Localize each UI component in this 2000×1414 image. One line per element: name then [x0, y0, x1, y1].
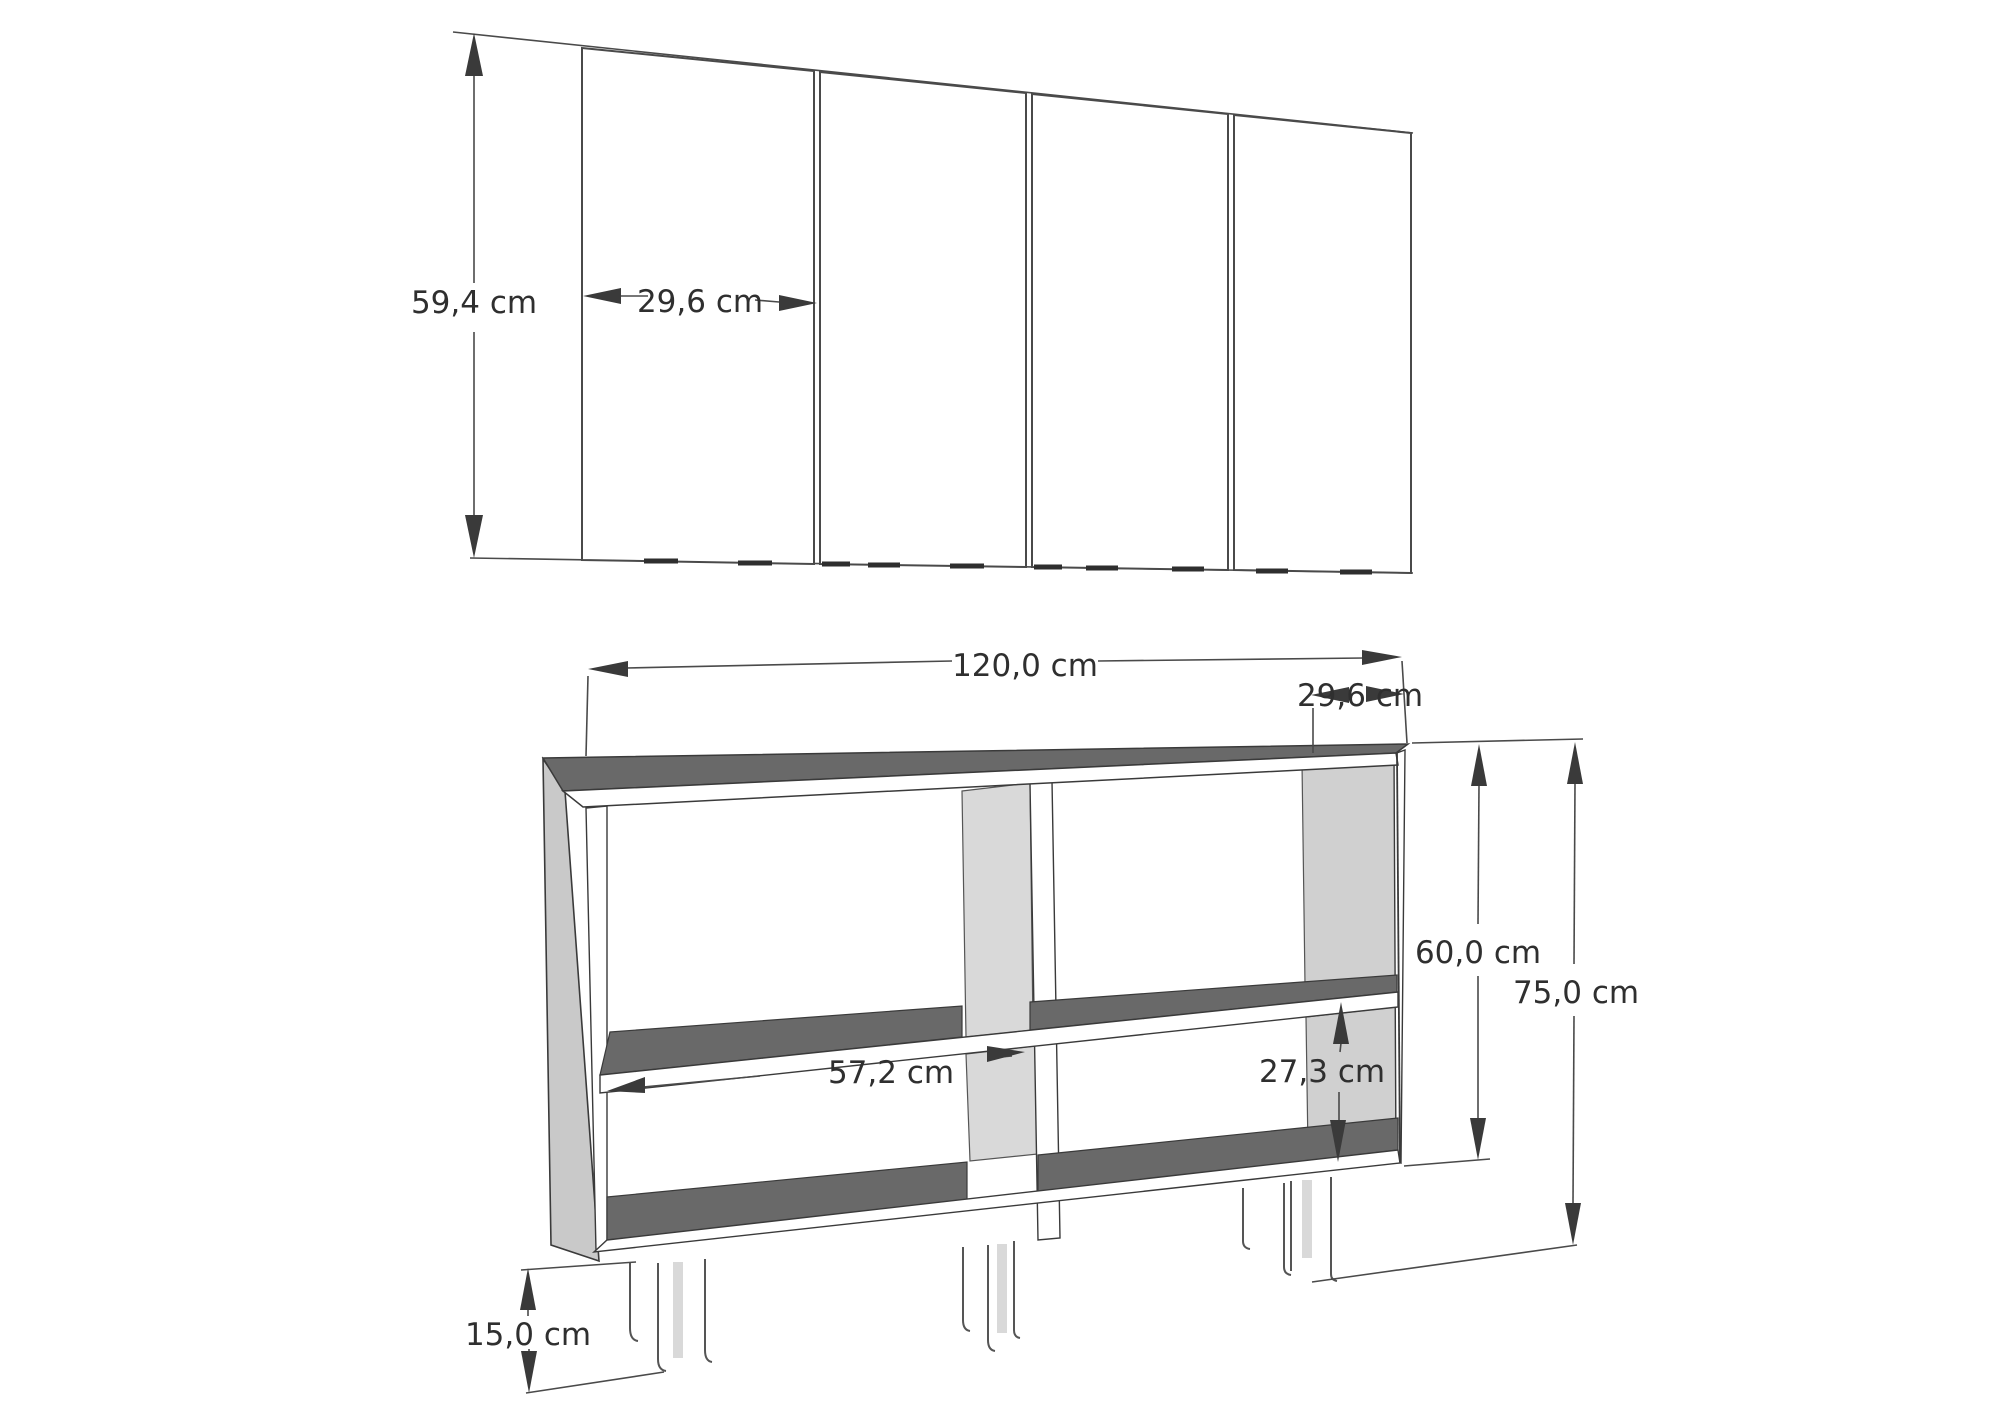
arrow-up-icon — [520, 1268, 536, 1310]
cabinet-leg — [658, 1263, 666, 1371]
cabinet-width-label: 120,0 cm — [952, 648, 1098, 684]
arrow-right-icon — [1362, 650, 1402, 665]
extension-line — [586, 676, 588, 756]
arrow-down-icon — [1470, 1118, 1486, 1160]
extension-line — [1412, 739, 1583, 743]
door-width-label: 29,6 cm — [636, 284, 764, 320]
door-panel — [1032, 94, 1228, 570]
right-side-panel-inner-face-upper — [1302, 754, 1396, 991]
cabinet-leg — [988, 1245, 995, 1351]
arrow-left-icon — [588, 661, 628, 677]
cabinet-depth-label: 29,6 cm — [1296, 678, 1424, 714]
door-panels-figure — [411, 32, 1413, 573]
cabinet-leg — [1284, 1183, 1291, 1275]
door-panel — [1234, 115, 1411, 573]
door-panel — [820, 72, 1026, 567]
cabinet-leg — [1331, 1177, 1337, 1281]
cabinet-leg — [1243, 1188, 1250, 1249]
cabinet-leg — [963, 1247, 970, 1331]
dim-carcass-height — [1404, 744, 1541, 1166]
floor-reference-line — [526, 1372, 664, 1393]
cabinet-legs-right — [1243, 1177, 1337, 1281]
dim-door-height — [411, 33, 537, 558]
inner-width-label: 57,2 cm — [827, 1055, 955, 1091]
total-height-label: 75,0 cm — [1512, 975, 1640, 1011]
carcass-height-label: 60,0 cm — [1414, 935, 1542, 971]
arrow-down-icon — [1565, 1203, 1581, 1245]
arrow-up-icon — [465, 33, 483, 76]
arrow-up-icon — [1471, 744, 1487, 786]
center-divider-face-upper — [962, 783, 1033, 1037]
arrow-up-icon — [1567, 742, 1583, 784]
dim-cabinet-depth — [1297, 678, 1423, 753]
floor-reference-line — [1312, 1245, 1577, 1282]
dim-cabinet-width — [586, 648, 1407, 756]
cabinet-leg — [1014, 1241, 1020, 1338]
cabinet-legs-left — [630, 1259, 712, 1371]
cabinet-leg — [630, 1263, 638, 1341]
leg-height-label: 15,0 cm — [464, 1317, 592, 1353]
extension-line — [1404, 1159, 1490, 1166]
door-height-label: 59,4 cm — [410, 285, 538, 321]
inner-height-label: 27,3 cm — [1258, 1054, 1386, 1090]
center-divider-face-lower — [966, 1046, 1038, 1161]
cabinet-leg — [705, 1259, 712, 1362]
arrow-down-icon — [521, 1351, 537, 1393]
dim-leg-height — [465, 1262, 664, 1393]
cabinet-legs-middle — [963, 1241, 1020, 1351]
arrow-down-icon — [465, 515, 483, 558]
extension-line — [521, 1262, 636, 1270]
